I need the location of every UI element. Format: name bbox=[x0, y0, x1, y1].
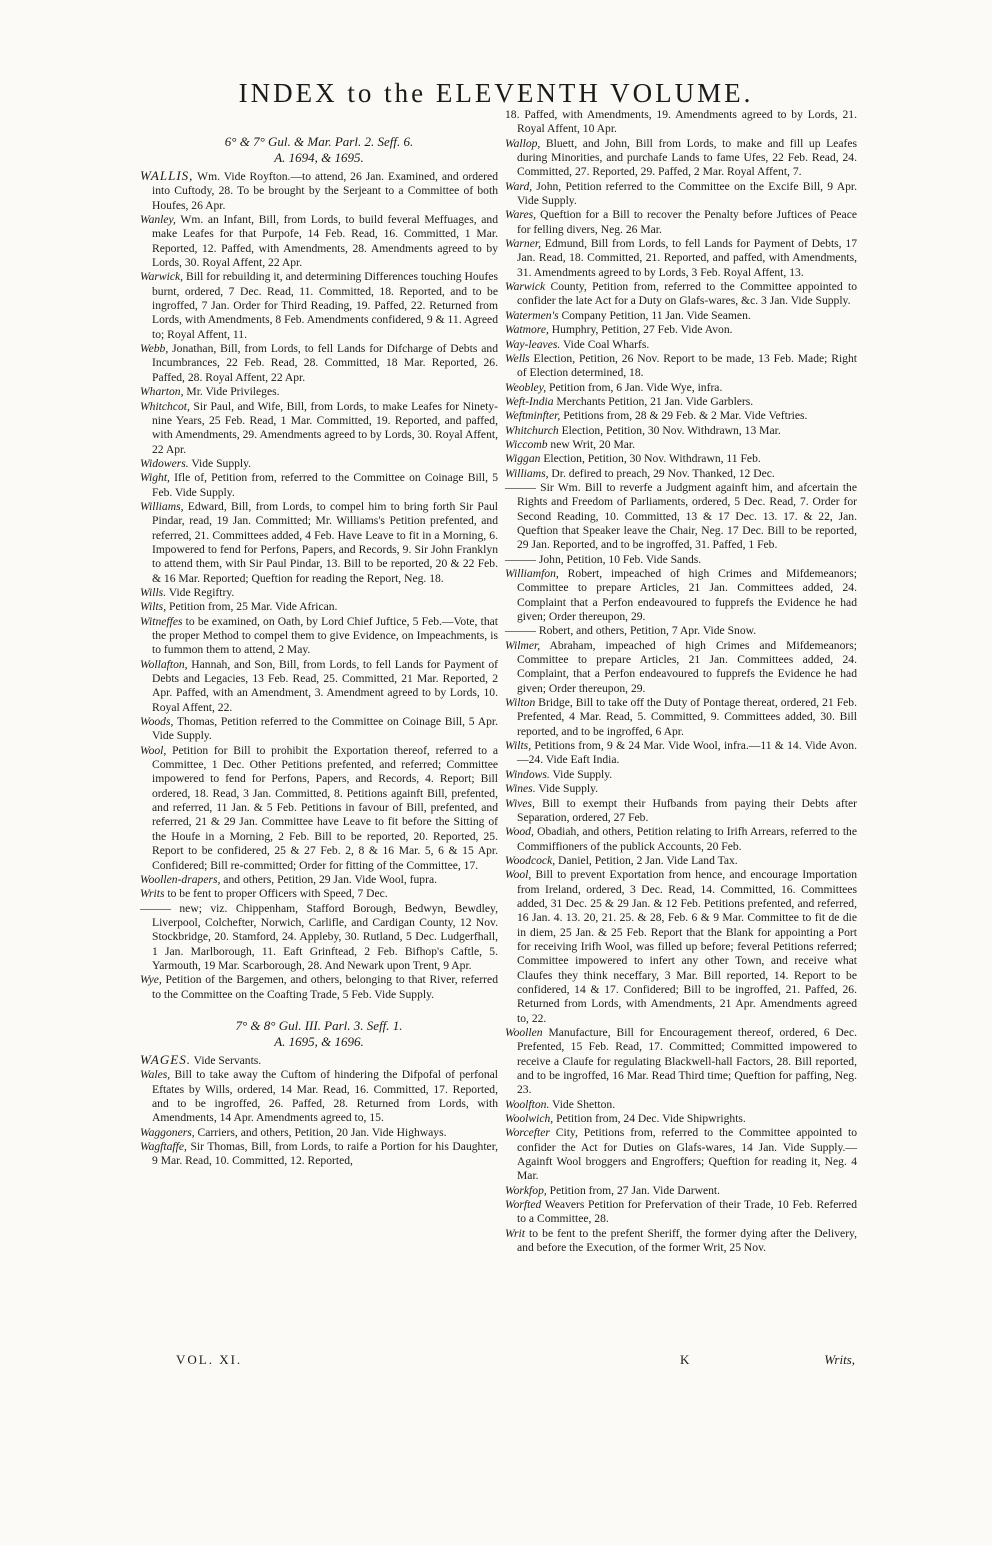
entry-heading: Woolfton. bbox=[505, 1097, 550, 1111]
entry-text: Queftion for a Bill to recover the Penalty before Juftices of Peace for felling divers, Neg. 26 Mar. bbox=[517, 208, 857, 236]
entry-text: to be examined, on Oath, by Lord Chief Juftice, 5 Feb.—Vote, that the proper Method to compel them to give Evidence, on Impeachments, is to fummon them to attend, 2 May. bbox=[152, 614, 498, 657]
entry-heading: Williamfon, bbox=[505, 567, 559, 580]
index-entry bbox=[505, 1227, 857, 1256]
index-entry bbox=[140, 586, 498, 600]
right-column bbox=[505, 108, 857, 1256]
index-entry bbox=[140, 471, 498, 500]
page-footer bbox=[140, 1352, 855, 1370]
entry-heading: Woodcock, bbox=[505, 853, 556, 867]
entry-text: Petition of the Bargemen, and others, belonging to that River, referred to the Committee on the Coafting Trade, 5 Feb. Vide Supply. bbox=[152, 973, 498, 1001]
index-entry bbox=[505, 797, 857, 826]
entry-heading: Warwick bbox=[505, 280, 546, 294]
index-entry bbox=[505, 323, 857, 337]
entry-heading: Woollen-drapers, bbox=[140, 872, 221, 886]
entry-heading: Wiggan bbox=[505, 452, 541, 466]
index-entry bbox=[140, 1053, 498, 1068]
session-heading-line: 7° & 8° Gul. III. Parl. 3. Seff. 1. bbox=[235, 1017, 403, 1033]
entry-heading: Wilts, bbox=[140, 600, 167, 614]
entry-heading: Wills. bbox=[140, 585, 167, 599]
entry-text: Ifle of, Petition from, referred to the Committee on Coinage Bill, 5 Feb. Vide Supply. bbox=[152, 471, 498, 499]
entry-text: Company Petition, 11 Jan. Vide Seamen. bbox=[558, 308, 751, 322]
entry-text: Petition from, 27 Jan. Vide Darwent. bbox=[546, 1183, 721, 1197]
session-heading-line: A. 1695, & 1696. bbox=[274, 1033, 364, 1049]
entry-heading: Wool, bbox=[505, 868, 532, 882]
index-entry bbox=[140, 213, 498, 270]
index-entry bbox=[140, 400, 498, 457]
entry-text: Abraham, impeached of high Crimes and Mifdemeanors; Committee to prepare Articles, 21 Jan. Committees added, 24. Complaint, that a Perfon endeavoured to fupprefs the Evidence he had given; Order thereupon, 29. bbox=[517, 638, 857, 695]
entry-text: Weavers Petition for Prefervation of their Trade, 10 Feb. Referred to a Committee, 28. bbox=[517, 1198, 857, 1226]
entry-heading: Whitchurch bbox=[505, 423, 559, 437]
entry-heading: Wives, bbox=[505, 796, 535, 810]
index-entry bbox=[505, 381, 857, 395]
entry-heading: Woods, bbox=[140, 715, 174, 729]
entry-heading: Wood, bbox=[505, 825, 534, 839]
entry-text: Mr. Vide Privileges. bbox=[183, 385, 280, 399]
index-entry bbox=[140, 902, 498, 974]
entry-text: City, Petitions from, referred to the Committee appointed to confider the Act for Duties on Glafs-wares, 14 Jan. Vide Supply.—Againft Wool broggers and Engroffers; Queftion for reading it, Neg. 4 Mar. bbox=[517, 1126, 857, 1183]
entry-text: to be fent to the prefent Sheriff, the former dying after the Delivery, and before the Execution, of the former Writ, 25 Nov. bbox=[517, 1226, 857, 1255]
entry-heading: Woolwich, bbox=[505, 1112, 554, 1126]
entry-heading: Way-leaves. bbox=[505, 337, 561, 351]
index-entry bbox=[505, 854, 857, 868]
index-entry bbox=[140, 887, 498, 901]
session-heading-line: 6° & 7° Gul. & Mar. Parl. 2. Seff. 6. bbox=[224, 134, 414, 149]
entry-text: Vide Coal Wharfs. bbox=[560, 337, 650, 351]
entry-text: Petition from, 24 Dec. Vide Shipwrights. bbox=[553, 1112, 746, 1126]
index-entry bbox=[505, 696, 857, 739]
index-entry bbox=[505, 1198, 857, 1227]
index-entry bbox=[505, 1126, 857, 1183]
signature-mark: K bbox=[680, 1352, 690, 1367]
entry-heading: Wilton bbox=[505, 696, 536, 710]
session-heading-2 bbox=[140, 1018, 498, 1050]
entry-heading: Workfop, bbox=[505, 1183, 547, 1197]
entry-text: Sir Thomas, Bill, from Lords, to raife a Portion for his Daughter, 9 Mar. Read, 10. Committed, 12. Reported, bbox=[152, 1140, 498, 1168]
index-entry bbox=[505, 280, 857, 309]
entry-text: and others, Petition, 29 Jan. Vide Wool, fupra. bbox=[220, 872, 437, 886]
entry-text: Petition for Bill to prohibit the Exportation thereof, referred to a Committee, 1 Dec. Other Petitions prefented, and referred; Committee impowered to fend for Perfons, Papers, and Records, 4. Report; Bill ordered, 18. Read, 3 Jan. Committed, 8. Petitions againft Bill, prefented, and referred, 11 Jan. & 5 Feb. Petitions in favour of Bill, prefented, and referred, 21 & 29 Jan. Committee have Leave to fit before the Sitting of the Houfe in a Morning, 2 Feb. Bill to be reported, 20. Reported, 25. Report to be confidered, 25 & 27 Feb. 2, 8 & 16 Mar. 5, 6 & 15 Apr. Confidered; Bill re-committed; Order for fitting of the Committee, 17. bbox=[152, 743, 498, 872]
index-entry bbox=[505, 567, 857, 624]
left-column bbox=[140, 108, 498, 1169]
index-entry bbox=[505, 467, 857, 481]
entry-heading: Warwick, bbox=[140, 270, 184, 284]
entry-list-1 bbox=[140, 169, 498, 1002]
volume-number: VOL. XI. bbox=[176, 1352, 243, 1367]
entry-text: Carriers, and others, Petition, 20 Jan. Vide Highways. bbox=[194, 1125, 447, 1139]
entry-heading: Wales, bbox=[140, 1068, 171, 1082]
index-entry bbox=[140, 873, 498, 887]
entry-heading: Wilmer, bbox=[505, 638, 541, 652]
entry-text: Dr. defired to preach, 29 Nov. Thanked, 12 Dec. bbox=[548, 466, 775, 480]
index-entry bbox=[505, 782, 857, 796]
entry-heading: Weobley, bbox=[505, 380, 547, 394]
index-entry bbox=[505, 481, 857, 553]
index-entry bbox=[505, 868, 857, 1026]
entry-heading: Wallop, bbox=[505, 136, 541, 150]
index-entry bbox=[505, 1112, 857, 1126]
entry-heading: WALLIS, bbox=[140, 168, 194, 183]
index-entry bbox=[505, 624, 857, 638]
entry-text: new Writ, 20 Mar. bbox=[547, 437, 636, 451]
entry-text: to be fent to proper Officers with Speed, 7 Dec. bbox=[164, 887, 388, 901]
entry-text: Sir Wm. Bill to reverfe a Judgment againft him, and afcertain the Rights and Freedom of Parliaments, ordered, 5 Dec. Read, 7. Order for Second Reading, 10. Committed, 13 & 17 Dec. 13. 17. & 22, Jan. Queftion that Speaker leave the Chair, Neg. 17 Dec. Bill to be reported, 29 Jan. Reported, and to be ingroffed, 31. Paffed, 1 Feb. bbox=[517, 480, 857, 552]
entry-text: Humphry, Petition, 27 Feb. Vide Avon. bbox=[548, 323, 733, 337]
entry-heading: ——— bbox=[140, 901, 171, 915]
index-entry bbox=[505, 1098, 857, 1112]
entry-text: new; viz. Chippenham, Stafford Borough, Bedwyn, Bewdley, Liverpool, Colchefter, Norwich, Carlifle, and Cardigan County, 12 Nov. Stockbridge, 20. Stamford, 24. Appleby, 30. Rutland, 5 Dec. Ludgerfhall, 1 Jan. Marlborough, 11. Eaft Grinftead, 2 Feb. Bifhop's Caftle, 5. Yarmouth, 19 Mar. Scarborough, 28. And Newark upon Trent, 9 Apr. bbox=[152, 901, 498, 972]
entry-heading: Weft-India bbox=[505, 394, 554, 408]
entry-heading: Webb, bbox=[140, 342, 169, 356]
entry-heading: Williams, bbox=[140, 499, 184, 513]
entry-heading: Wares, bbox=[505, 208, 537, 222]
entry-text: Obadiah, and others, Petition relating to Irifh Arrears, referred to the Commiffioners of the publick Accounts, 20 Feb. bbox=[517, 825, 857, 853]
entry-heading: Witneffes bbox=[140, 614, 183, 628]
entry-heading: Wanley, bbox=[140, 213, 176, 227]
entry-text: Daniel, Petition, 2 Jan. Vide Land Tax. bbox=[555, 853, 738, 867]
index-entry bbox=[505, 137, 857, 180]
index-entry bbox=[505, 309, 857, 323]
entry-text: Edward, Bill, from Lords, to compel him to bring forth Sir Paul Pindar, read, 19 Jan. Committed; Mr. Williams's Petition prefented, and referred, 21. Committees added, 4 Feb. Have Leave to fit in a Morning, 6. Impowered to fend for Perfons, Papers, and Records, 9. Sir John Franklyn to attend them, with Sir Paul Pindar, 13. Bill to be reported, 20 & 22 Feb. & 16 Mar. Reported; Queftion for reading the Report, Neg. 18. bbox=[152, 499, 498, 585]
index-entry bbox=[505, 553, 857, 567]
entry-text: Wm. Vide Royfton.—to attend, 26 Jan. Examined, and ordered into Cuftody, 28. To be brought by the Serjeant to a Committee of both Houfes, 26 Apr. bbox=[152, 170, 498, 212]
entry-text: Bill to exempt their Hufbands from paying their Debts after Separation, ordered, 27 Feb. bbox=[517, 796, 857, 824]
entry-text: Petitions from, 28 & 29 Feb. & 2 Mar. Vide Veftries. bbox=[560, 409, 808, 423]
entry-heading: Whitchcot, bbox=[140, 399, 190, 413]
entry-heading: Waggoners, bbox=[140, 1125, 195, 1139]
index-entry bbox=[505, 639, 857, 696]
entry-text: 18. Paffed, with Amendments, 19. Amendments agreed to by Lords, 21. Royal Affent, 10 Apr. bbox=[505, 108, 857, 136]
index-entry bbox=[505, 409, 857, 423]
entry-heading: Woollen bbox=[505, 1026, 543, 1039]
entry-heading: Writ bbox=[505, 1226, 525, 1240]
entry-text: County, Petition from, referred to the Committee appointed to confider the late Act for a Duty on Glafs-wares, &c. 3 Jan. Vide Supply. bbox=[517, 280, 857, 308]
index-entry bbox=[140, 658, 498, 715]
page-title: INDEX to the ELEVENTH VOLUME. bbox=[238, 78, 754, 108]
index-entry bbox=[140, 1126, 498, 1140]
entry-text: Thomas, Petition referred to the Committee on Coinage Bill, 5 Apr. Vide Supply. bbox=[152, 715, 498, 743]
index-entry bbox=[140, 973, 498, 1002]
index-entry bbox=[505, 237, 857, 280]
entry-heading: Warner, bbox=[505, 237, 541, 251]
index-entry bbox=[140, 457, 498, 471]
entry-text: Vide Supply. bbox=[549, 767, 613, 781]
entry-heading: Writs bbox=[140, 887, 165, 901]
entry-text: Robert, impeached of high Crimes and Mifdemeanors; Committee to prepare Articles, 21 Jan. Committees added, 24. Complaint that a Perfon endeavoured to fupprefs the Evidence he had given; Order thereupon, 29. bbox=[517, 567, 857, 624]
catchword: Writs, bbox=[824, 1352, 855, 1367]
entry-heading: Watmore, bbox=[505, 323, 549, 337]
index-entry bbox=[505, 739, 857, 768]
entry-text: Merchants Petition, 21 Jan. Vide Garblers. bbox=[553, 394, 754, 408]
entry-text: Petition from, 6 Jan. Vide Wye, infra. bbox=[546, 380, 723, 394]
index-entry bbox=[505, 1026, 857, 1098]
entry-text: Jonathan, Bill, from Lords, to fell Lands for Difcharge of Debts and Incumbrances, 22 Feb. Read, 28. Committed, 18 Mar. Reported, 26. Paffed, 28. Royal Affent, 22 Apr. bbox=[152, 342, 498, 384]
index-entry bbox=[140, 1068, 498, 1125]
entry-text: Manufacture, Bill for Encouragement thereof, ordered, 6 Dec. Prefented, 15 Feb. Read, 17. Committed; Committed impowered to receive a Claufe for regulating Blackwell-hall Factors, 28. Bill reported, and to be ingroffed, 16 Mar. Read Third time; Queftion for paffing, Neg. 23. bbox=[517, 1026, 857, 1097]
entry-heading: Wagftaffe, bbox=[140, 1140, 187, 1153]
entry-text: Wm. an Infant, Bill, from Lords, to build feveral Meffuages, and make Leafes for that Purpofe, 14 Feb. Read, 16. Committed, 1 Mar. Reported, 12. Paffed, with Amendments, 28. Amendments agreed to by Lords, 30. Royal Affent, 22 Apr. bbox=[152, 213, 498, 270]
index-entry bbox=[505, 338, 857, 352]
entry-heading: Wollafton, bbox=[140, 657, 188, 671]
entry-text: Petition from, 25 Mar. Vide African. bbox=[166, 600, 338, 614]
index-entry bbox=[140, 615, 498, 658]
entry-heading: Worfted bbox=[505, 1198, 542, 1212]
index-entry bbox=[505, 452, 857, 466]
index-entry bbox=[140, 385, 498, 399]
entry-heading: Weftminfter, bbox=[505, 409, 561, 423]
entry-heading: Wiccomb bbox=[505, 437, 548, 451]
index-entry bbox=[505, 768, 857, 782]
index-entry bbox=[140, 744, 498, 873]
entry-heading: ——— bbox=[505, 480, 536, 494]
entry-text: Vide Servants. bbox=[190, 1053, 262, 1067]
entry-text: Bill to prevent Exportation from hence, and encourage Importation from Ireland, ordered, 3 Dec. Read, 14. Committed, 16. Committees added, 31 Dec. 25 & 29 Jan. & 12 Feb. Petitions prefented, and referred, 16 Jan. 4. 13. 20, 21. 25. & 28, Feb. 6 & 9 Mar. Committee to fit de die in diem, 25 Jan. & 25 Feb. Report that the Blank for appointing a Port for receiving Irifh Wool, was filled up before; feveral Petitions referred; Committee impowered to infert any other Town, and receive what Claufes they think neceffary, 3 Mar. Bill reported, 14. Report to be confidered, 14 & 17. Confidered; Bill to be ingroffed, 21. Paffed, 26. Returned from Lords, with Amendments, 21 Apr. Amendments agreed to, 22. bbox=[517, 868, 857, 1025]
index-entry bbox=[505, 825, 857, 854]
index-entry bbox=[505, 424, 857, 438]
entry-text: Petitions from, 9 & 24 Mar. Vide Wool, infra.—11 & 14. Vide Avon.—24. Vide Eaft India. bbox=[517, 739, 857, 767]
entry-text: Edmund, Bill from Lords, to fell Lands for Payment of Debts, 17 Jan. Read, 18. Committed, 21. Reported, and paffed, with Amendments, 31. Amendments agreed to by Lords, 3 Feb. Royal Affent, 13. bbox=[517, 237, 857, 279]
entry-text: Vide Supply. bbox=[188, 456, 252, 470]
entry-heading: WAGES. bbox=[140, 1051, 191, 1067]
entry-text: Election, Petition, 30 Nov. Withdrawn, 13 Mar. bbox=[558, 423, 781, 437]
entry-heading: Wilts, bbox=[505, 739, 532, 753]
entry-heading: Windows. bbox=[505, 767, 550, 781]
index-entry bbox=[505, 1184, 857, 1198]
index-entry bbox=[140, 600, 498, 614]
entry-heading: Wight, bbox=[140, 471, 170, 485]
index-entry bbox=[505, 208, 857, 237]
entry-text: Robert, and others, Petition, 7 Apr. Vide Snow. bbox=[535, 624, 757, 638]
entry-heading: Ward, bbox=[505, 179, 533, 193]
entry-text: Bluett, and John, Bill from Lords, to make and fill up Leafes during Minorities, and purchafe Lands to fame Ufes, 22 Feb. Read, 24. Committed, 27. Reported, 29. Paffed, 2 Mar. Royal Affent, 7. bbox=[517, 136, 857, 179]
entry-list-right bbox=[505, 108, 857, 1256]
entry-text: Vide Regiftry. bbox=[166, 585, 235, 599]
index-entry bbox=[140, 500, 498, 586]
entry-heading: Worcefter bbox=[505, 1126, 550, 1140]
index-entry bbox=[505, 395, 857, 409]
index-entry bbox=[505, 438, 857, 452]
entry-text: Election, Petition, 30 Nov. Withdrawn, 11 Feb. bbox=[540, 452, 761, 466]
entry-text: Bill for rebuilding it, and determining Differences touching Houfes burnt, ordered, 7 Dec. Read, 11. Committed, 18. Reported, and to be ingroffed, 7 Jan. Order for Third Reading, 19. Paffed, 22. Returned from Lords, with Amendments, 8 Feb. Amendments confidered, 9 & 11. Agreed to; Royal Affent, 11. bbox=[152, 270, 498, 341]
entry-text: Vide Shetton. bbox=[549, 1097, 616, 1111]
entry-heading: Williams, bbox=[505, 466, 549, 480]
entry-heading: Wool, bbox=[140, 743, 167, 757]
entry-text: Sir Paul, and Wife, Bill, from Lords, to make Leafes for Ninety-nine Years, 25 Feb. Read, 1 Mar. Committed, 19. Reported, and paffed, with Amendments, 29. Amendments agreed to by Lords, 30. Royal Affent, 22 Apr. bbox=[152, 399, 498, 456]
entry-heading: ——— bbox=[505, 552, 536, 566]
entry-heading: Wells bbox=[505, 351, 530, 365]
entry-text: Bridge, Bill to take off the Duty of Pontage thereat, ordered, 21 Feb. Prefented, 4 Mar. Read, 5. Committed, 9. Committees added, 30. Bill reported, and to be ingroffed, 6 Apr. bbox=[517, 696, 857, 738]
index-entry bbox=[140, 715, 498, 744]
index-entry bbox=[140, 169, 498, 213]
entry-list-2 bbox=[140, 1053, 498, 1169]
index-entry bbox=[140, 1140, 498, 1169]
index-entry bbox=[140, 342, 498, 385]
index-entry bbox=[140, 270, 498, 342]
index-entry bbox=[505, 180, 857, 209]
entry-heading: Wye, bbox=[140, 973, 162, 987]
session-heading-line: A. 1694, & 1695. bbox=[274, 150, 364, 165]
session-heading-1 bbox=[140, 134, 498, 166]
entry-heading: Watermen's bbox=[505, 308, 559, 322]
entry-heading: ——— bbox=[505, 624, 536, 638]
entry-heading: Widowers. bbox=[140, 456, 189, 470]
entry-text: Vide Supply. bbox=[535, 782, 599, 796]
index-entry bbox=[505, 108, 857, 137]
index-entry bbox=[505, 352, 857, 381]
entry-text: John, Petition referred to the Committee on the Excife Bill, 9 Apr. Vide Supply. bbox=[517, 179, 857, 208]
entry-text: John, Petition, 10 Feb. Vide Sands. bbox=[535, 552, 702, 566]
entry-text: Hannah, and Son, Bill, from Lords, to fell Lands for Payment of Debts and Legacies, 13 Feb. Read, 25. Committed, 21 Mar. Reported, 2 Apr. Paffed, with an Amendment, 3. Amendment agreed to by Lords, 10. Royal Affent, 22. bbox=[152, 657, 498, 714]
entry-heading: Wharton, bbox=[140, 385, 184, 399]
entry-text: Election, Petition, 26 Nov. Report to be made, 13 Feb. Made; Right of Election determined, 18. bbox=[517, 351, 857, 380]
entry-heading: Wines. bbox=[505, 782, 536, 796]
entry-text: Bill to take away the Cuftom of hindering the Difpofal of perfonal Eftates by Wills, ordered, 14 Mar. Read, 16. Committed, 17. Reported, and to be ingroffed, 26. Paffed, 28. Returned from Lords, with Amendments, 14 Apr. Amendments agreed to, 15. bbox=[152, 1068, 498, 1125]
